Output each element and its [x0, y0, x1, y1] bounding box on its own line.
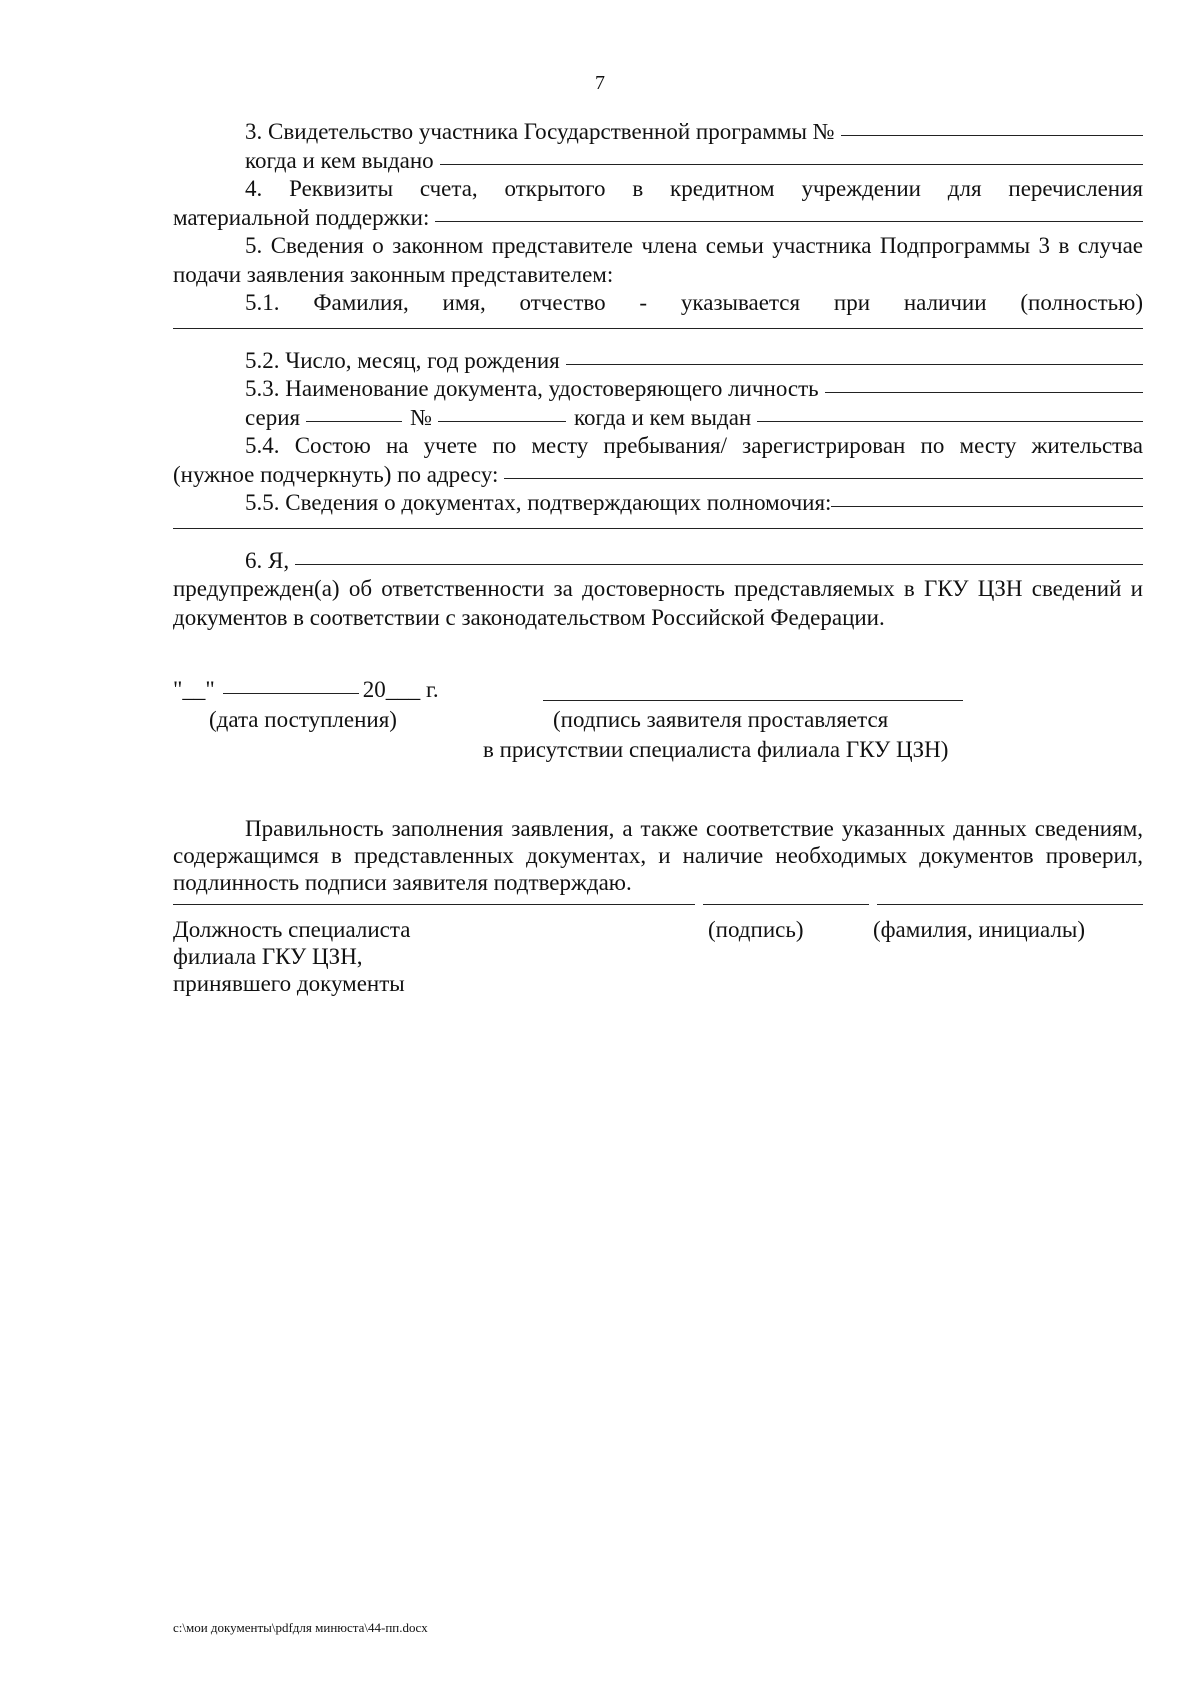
- item-5-3-line: [173, 375, 1143, 404]
- specialist-signature-lines: [173, 898, 1143, 910]
- item-6-text: предупрежден(а) об ответственности за достоверность представляемых в ГКУ ЦЗН сведений и документов в соответствии с законодательством Российской Федерации.: [173, 576, 1143, 630]
- date-caption: (дата поступления): [209, 707, 397, 732]
- specialist-captions: [173, 916, 1143, 1006]
- item-5-3-label: 5.3. Наименование документа, удостоверяющего личность: [245, 376, 819, 401]
- specialist-signature-caption: (подпись): [708, 917, 804, 942]
- item-3-line: [173, 118, 1143, 147]
- page-number: 7: [595, 72, 605, 94]
- specialist-signature-field[interactable]: [703, 898, 869, 905]
- item-4-line-1: 4. Реквизиты счета, открытого в кредитном учреждении для перечисления: [245, 176, 1143, 201]
- item-5-2-label: 5.2. Число, месяц, год рождения: [245, 347, 560, 373]
- item-5-2-line: [173, 347, 1143, 376]
- item-3-issued-label: когда и кем выдано: [245, 147, 434, 173]
- item-6-label: 6. Я,: [245, 547, 290, 573]
- date-month-field[interactable]: [223, 693, 359, 694]
- item-3-number-field[interactable]: [841, 135, 1143, 136]
- item-5-3-field[interactable]: [825, 392, 1143, 393]
- item-6-line: [173, 547, 1143, 576]
- specialist-name-field[interactable]: [877, 898, 1143, 905]
- verification-block: [173, 815, 1143, 1006]
- item-5-5-field-2[interactable]: [173, 518, 1143, 529]
- item-5-1-label: 5.1. Фамилия, имя, отчество - указывается при наличии (полностью): [245, 290, 1143, 315]
- item-3-label: 3. Свидетельство участника Государственной программы №: [245, 119, 835, 144]
- footer-file-path: c:\мои документы\pdfдля минюста\44-пп.docx: [173, 1620, 428, 1635]
- verification-text: Правильность заполнения заявления, а также соответствие указанных данных сведениям, содержащимся в представленных документах, и наличие необходимых документов проверил, подлинность подписи заявителя подтверждаю.: [173, 816, 1143, 895]
- item-5-4-line-2: [173, 461, 1143, 490]
- item-3-issued-field[interactable]: [440, 164, 1143, 165]
- item-5-5-line: [173, 489, 1143, 518]
- item-5-5-field[interactable]: [831, 506, 1143, 507]
- item-5-4-address-field[interactable]: [504, 478, 1143, 479]
- item-5-3-details-line: [173, 404, 1143, 433]
- item-5-text: 5. Сведения о законном представителе члена семьи участника Подпрограммы 3 в случае подачи заявления законным представителем:: [173, 233, 1143, 287]
- item-6-name-field[interactable]: [295, 564, 1143, 565]
- item-5-3-number-field[interactable]: [438, 421, 566, 422]
- item-5-4-label: (нужное подчеркнуть) по адресу:: [173, 461, 499, 487]
- item-5-3-series-label: серия: [245, 404, 301, 430]
- item-5-1-field[interactable]: [173, 318, 1143, 329]
- item-5-3-issued-label: когда и кем выдан: [574, 404, 752, 430]
- date-row: [173, 676, 439, 705]
- item-4-line-2: [173, 204, 1143, 233]
- position-caption-line-2: филиала ГКУ ЦЗН,: [173, 944, 363, 969]
- signature-caption-line-2: в присутствии специалиста филиала ГКУ ЦЗН): [483, 737, 949, 762]
- date-signature-block: [173, 676, 1143, 786]
- specialist-name-caption: (фамилия, инициалы): [873, 917, 1086, 942]
- position-caption-line-1: Должность специалиста: [173, 917, 411, 942]
- item-5-2-field[interactable]: [566, 364, 1143, 365]
- applicant-signature-field[interactable]: [543, 700, 963, 701]
- specialist-position-caption: [173, 916, 410, 997]
- date-year-label: 20___ г.: [362, 677, 439, 702]
- item-5-4-line-1: 5.4. Состою на учете по месту пребывания/ зарегистрирован по месту жительства: [245, 433, 1143, 458]
- specialist-position-field[interactable]: [173, 898, 695, 905]
- item-3-issued-line: [173, 147, 1143, 176]
- date-day-field[interactable]: "__": [173, 677, 215, 702]
- item-5-3-issued-field[interactable]: [757, 421, 1143, 422]
- item-5-3-series-field[interactable]: [306, 421, 402, 422]
- item-4-account-field[interactable]: [435, 221, 1143, 222]
- position-caption-line-3: принявшего документы: [173, 971, 405, 996]
- signature-caption-line-1: (подпись заявителя проставляется: [553, 707, 889, 732]
- item-5-5-label: 5.5. Сведения о документах, подтверждающих полномочия:: [245, 490, 832, 515]
- application-form-body: [173, 118, 1143, 632]
- item-5-3-number-label: №: [410, 404, 433, 430]
- item-4-label: материальной поддержки:: [173, 204, 430, 230]
